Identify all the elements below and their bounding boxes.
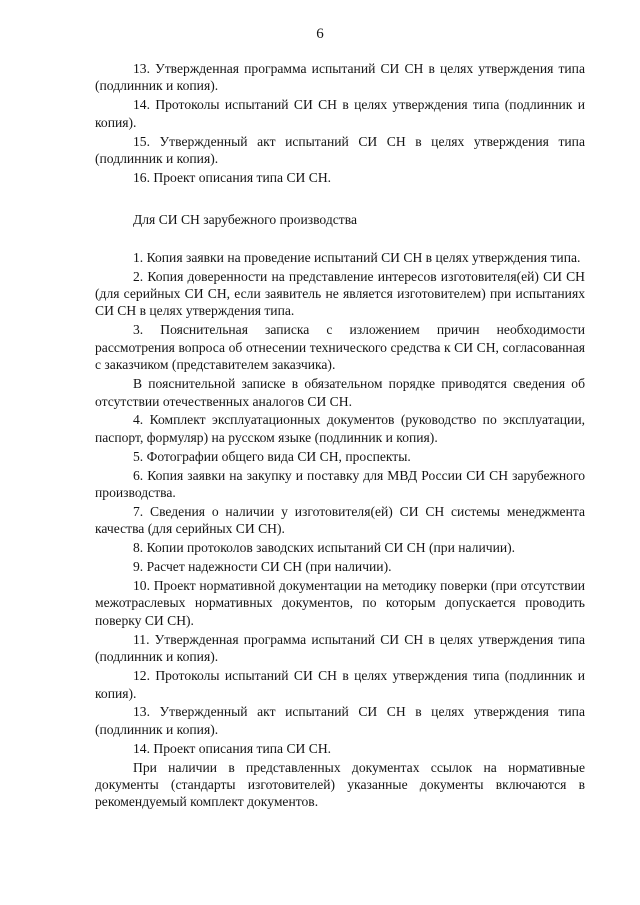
- list-item-foreign-13: 13. Утвержденный акт испытаний СИ СН в целях утверждения типа (подлинник и копия).: [95, 704, 585, 737]
- list-item-domestic-15: 15. Утвержденный акт испытаний СИ СН в целях утверждения типа (подлинник и копия).: [95, 133, 585, 167]
- page-number: 6: [316, 26, 324, 42]
- list-item-foreign-2: 2. Копия доверенности на представление интересов изготовителя(ей) СИ СН (для серийных СИ СН, если заявитель не является изготовителем) при испытаниях СИ СН в целях утверждения типа.: [95, 268, 585, 319]
- list-item-foreign-5: 5. Фотографии общего вида СИ СН, проспекты.: [133, 448, 411, 464]
- list-item-foreign-3: 3. Пояснительная записка с изложением причин необходимости рассмотрения вопроса об отнесении технического средства к СИ СН, согласованная с заказчиком (представителем заказчика).: [95, 322, 585, 373]
- list-item-foreign-12: 12. Протоколы испытаний СИ СН в целях утверждения типа (подлинник и копия).: [95, 668, 585, 701]
- list-item-foreign-1: 1. Копия заявки на проведение испытаний СИ СН в целях утверждения типа.: [133, 249, 581, 265]
- section-heading-foreign: Для СИ СН зарубежного производства: [133, 212, 357, 228]
- list-item-domestic-16: 16. Проект описания типа СИ СН.: [133, 169, 332, 185]
- list-item-foreign-6: 6. Копия заявки на закупку и поставку для МВД России СИ СН зарубежного производства.: [95, 467, 585, 501]
- list-item-domestic-14: 14. Протоколы испытаний СИ СН в целях утверждения типа (подлинник и копия).: [95, 97, 585, 130]
- list-item-foreign-8: 8. Копии протоколов заводских испытаний СИ СН (при наличии).: [133, 540, 516, 556]
- list-item-foreign-10: 10. Проект нормативной документации на методику поверки (при отсутствии межотраслевых нормативных документов, по которым допускается проводить поверку СИ СН).: [95, 578, 585, 628]
- explanatory-note-paragraph: В пояснительной записке в обязательном порядке приводятся сведения об отсутствии отечественных аналогов СИ СН.: [95, 376, 585, 409]
- document-body: [95, 60, 585, 811]
- closing-paragraph: При наличии в представленных документах ссылок на нормативные документы (стандарты изготовителей) указанные документы включаются в рекомендуемый комплект документов.: [95, 759, 585, 810]
- list-item-foreign-7: 7. Сведения о наличии у изготовителя(ей) СИ СН системы менеджмента качества (для серийных СИ СН).: [95, 503, 585, 537]
- list-item-domestic-13: 13. Утвержденная программа испытаний СИ СН в целях утверждения типа (подлинник и копия).: [95, 61, 585, 94]
- list-item-foreign-9: 9. Расчет надежности СИ СН (при наличии).: [133, 559, 392, 575]
- list-item-foreign-14: 14. Проект описания типа СИ СН.: [133, 740, 332, 756]
- list-item-foreign-11: 11. Утвержденная программа испытаний СИ СН в целях утверждения типа (подлинник и копия).: [95, 631, 585, 665]
- list-item-foreign-4: 4. Комплект эксплуатационных документов (руководство по эксплуатации, паспорт, формуляр) на русском языке (подлинник и копия).: [95, 412, 585, 445]
